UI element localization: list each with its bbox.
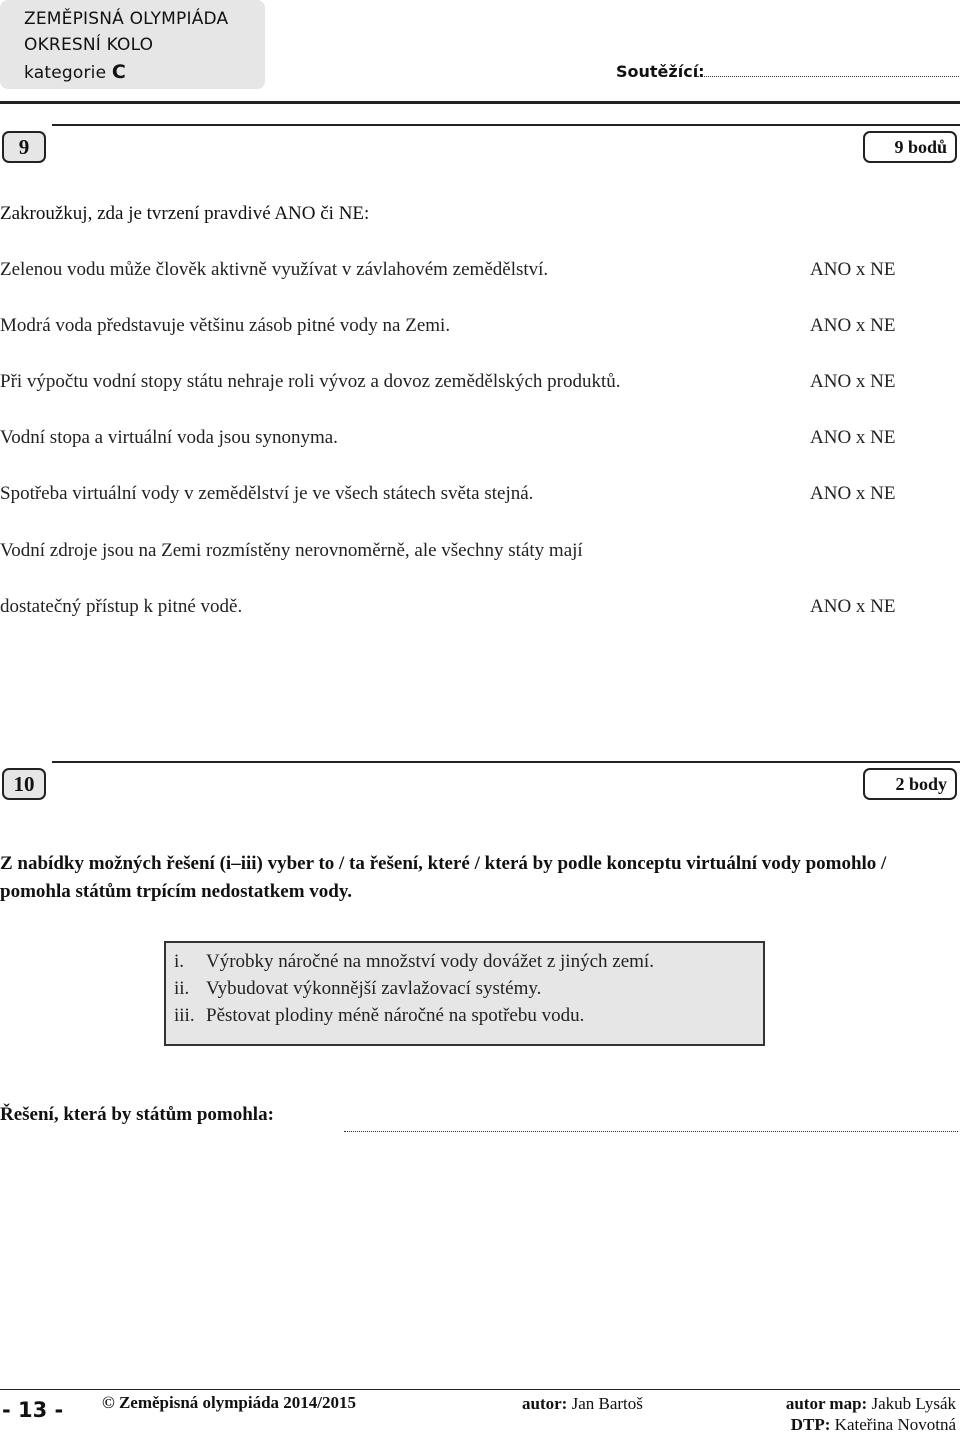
statement-2: Modrá voda představuje většinu zásob pitné vody na Zemi.: [0, 315, 451, 336]
q10-rule: [52, 761, 960, 763]
q9-points: 9 bodů: [863, 131, 957, 163]
dtp-name: Kateřina Novotná: [834, 1415, 956, 1434]
statement-5: Spotřeba virtuální vody v zemědělství je ve všech státech světa stejná.: [0, 483, 534, 504]
answer-4[interactable]: ANO x NE: [810, 427, 896, 448]
q9-instruction: Zakroužkuj, zda je tvrzení pravdivé ANO či NE:: [0, 203, 370, 224]
map-author-name: Jakub Lysák: [871, 1394, 956, 1413]
round-title: OKRESNÍ KOLO: [24, 35, 154, 55]
statement-6-line1: Vodní zdroje jsou na Zemi rozmístěny nerovnoměrně, ale všechny státy mají: [0, 540, 583, 561]
competitor-label: Soutěžící:: [616, 62, 705, 81]
answer-5[interactable]: ANO x NE: [810, 483, 896, 504]
solution-label: Řešení, která by státům pomohla:: [0, 1104, 274, 1125]
map-author-label: autor map:: [785, 1394, 868, 1413]
q10-number: 10: [2, 768, 46, 800]
option-iii: [174, 1005, 584, 1027]
footer-rule: [0, 1389, 960, 1390]
statement-3: Při výpočtu vodní stopy státu nehraje roli vývoz a dovoz zemědělských produktů.: [0, 371, 621, 392]
statement-1: Zelenou vodu může člověk aktivně využívat v závlahovém zemědělství.: [0, 259, 549, 280]
footer-author: [522, 1394, 643, 1414]
page-number: - 13 -: [2, 1398, 64, 1422]
answer-1[interactable]: ANO x NE: [810, 259, 896, 280]
option-ii: [174, 978, 541, 1000]
option-text: Výrobky náročné na množství vody dovážet z jiných zemí.: [206, 951, 654, 972]
option-text: Pěstovat plodiny méně náročné na spotřebu vodu.: [206, 1005, 585, 1026]
option-num: ii.: [174, 978, 190, 999]
author-label: autor:: [522, 1394, 568, 1413]
footer-dtp: [791, 1415, 956, 1435]
dtp-label: DTP:: [790, 1415, 831, 1434]
category-label: [24, 61, 126, 83]
olympiad-title: ZEMĚPISNÁ OLYMPIÁDA: [24, 9, 229, 29]
option-num: i.: [174, 951, 185, 972]
q9-rule: [52, 124, 960, 126]
answer-3[interactable]: ANO x NE: [810, 371, 896, 392]
statement-4: Vodní stopa a virtuální voda jsou synonyma.: [0, 427, 338, 448]
q10-points: 2 body: [863, 768, 957, 800]
solution-answer-field[interactable]: [344, 1131, 958, 1132]
category-word: kategorie: [24, 63, 107, 83]
header-rule: [0, 101, 960, 104]
competitor-name-field[interactable]: [697, 76, 959, 77]
q9-number: 9: [2, 131, 46, 163]
q10-instruction: Z nabídky možných řešení (i–iii) vyber to / ta řešení, které / která by podle konceptu virtuální vody pomohlo / pomohla státům trpícím nedostatkem vody.: [0, 853, 887, 902]
option-text: Vybudovat výkonnější zavlažovací systémy.: [206, 978, 542, 999]
options-box: [164, 941, 765, 1046]
answer-2[interactable]: ANO x NE: [810, 315, 896, 336]
category-letter: C: [111, 61, 127, 83]
option-num: iii.: [174, 1005, 195, 1026]
footer-copyright: © Zeměpisná olympiáda 2014/2015: [102, 1393, 357, 1412]
footer-map-author: [786, 1394, 956, 1414]
answer-6[interactable]: ANO x NE: [810, 596, 896, 617]
statement-6-line2: dostatečný přístup k pitné vodě.: [0, 596, 243, 617]
option-i: [174, 951, 654, 973]
author-name: Jan Bartoš: [571, 1394, 643, 1413]
